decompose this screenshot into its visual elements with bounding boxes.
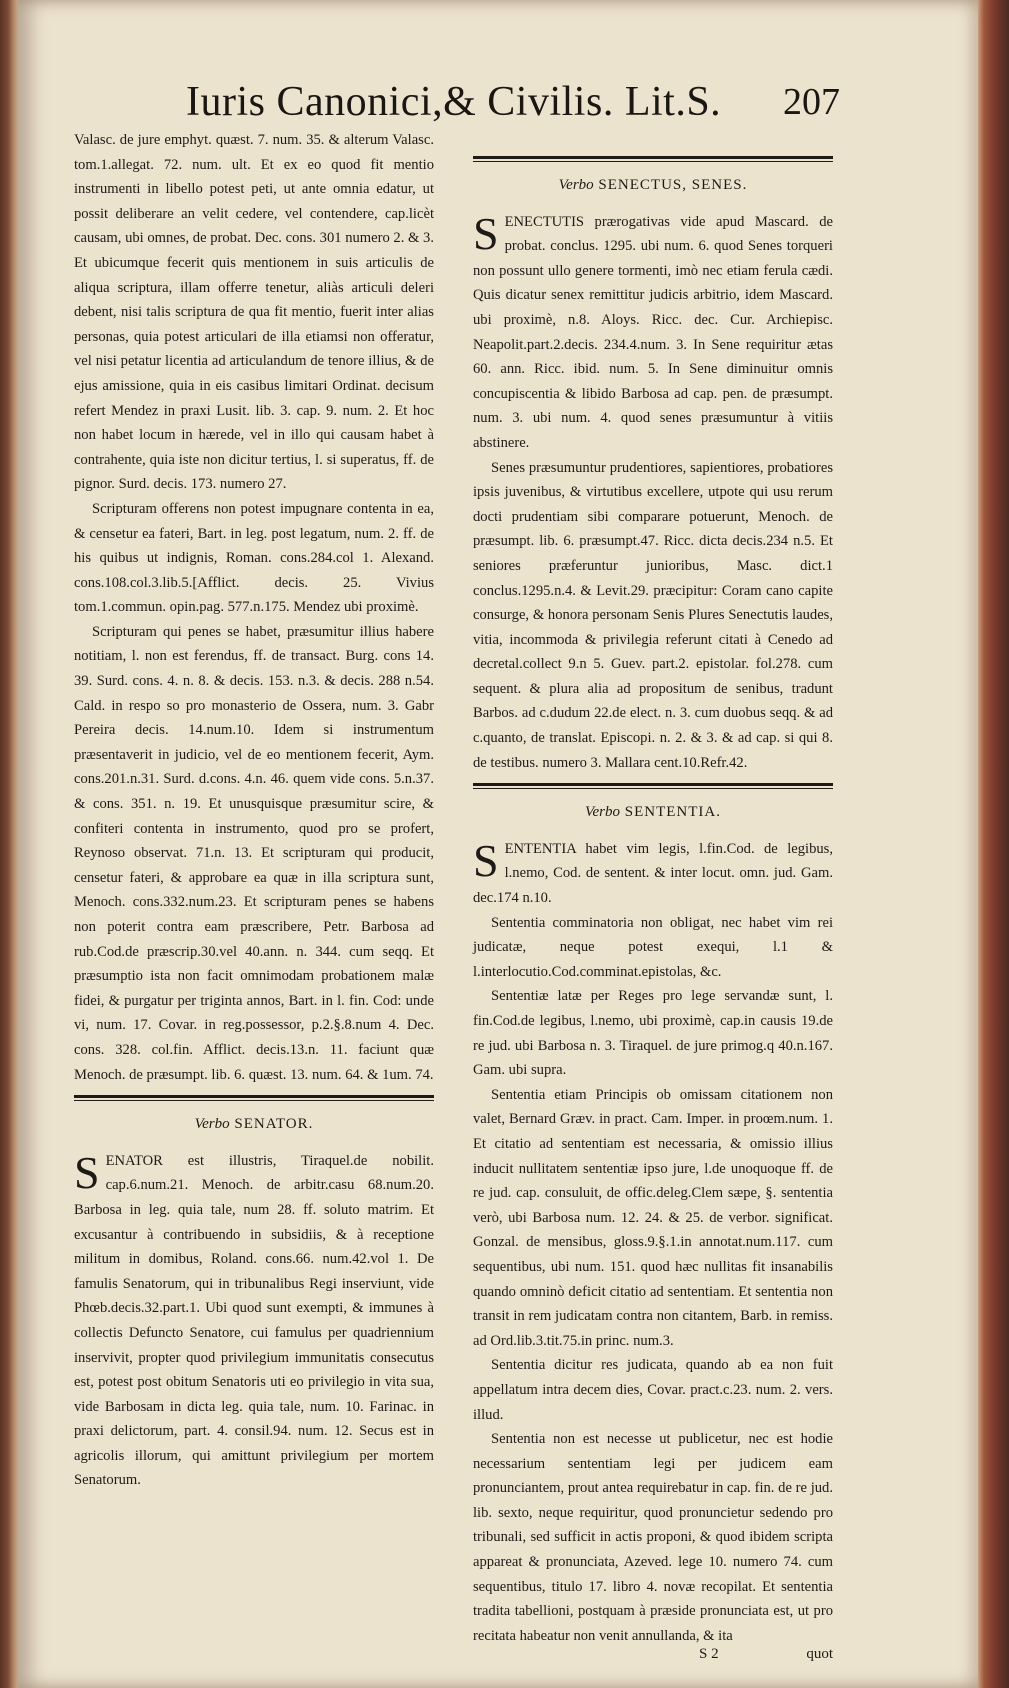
section-rule-sententia — [473, 783, 833, 786]
catchword: quot — [806, 1646, 833, 1662]
sententia-text-1: ENTENTIA habet vim legis, l.fin.Cod. de legibus, l.nemo, Cod. de sentent. & inter locut. omn. jud. Gam. dec.174 n.10. — [473, 840, 833, 907]
left-paragraph-1: Valasc. de jure emphyt. quæst. 7. num. 35. & alterum Valasc. tom.1.allegat. 72. num. ult. Et ex eo quod fit mentio instrumenti in libello potest peti, ut ante omnia edatur, ut possit deliberare an velit cedere, vel contendere, cap.licèt causam, ubi omnes, de probat. Dec. cons. 301 numero 2. & 3. Et ubicumque fecerit quis mentionem in suis articulis de aliqua scriptura, illam offerre tenetur, aliàs articuli deleri debent, nisi talis scriptura de qua fit mentio, fuerit inter alias personas, quia potest articulari de illa etiamsi non offeratur, vel nisi petatur licentia ad articulandum de tenore illius, & de ejus amissione, quia in eis casibus limitari Ordinat. decisum refert Mendez in praxi Lusit. lib. 3. cap. 9. num. 2. Et hoc non habet locum in hærede, vel in illo qui causam habet à contrahente, quia iste non dicitur tertius, l. si superatus, ff. de pignor. Surd. decis. 173. numero 27. — [74, 132, 434, 493]
sententia-paragraph-4: Sententia etiam Principis ob omissam citationem non valet, Bernard Græv. in pract. Cam. Imper. in proœm.num. 1. Et citatio ad sententiam est necessaria, & omissio illius inducit nullitatem sententiæ ipso jure, l.de unoquoque ff. de re jud. cap. consuluit, de offic.deleg.Clem sæpe, §. sententia verò, ubi Barbosa num. 12. 24. & 25. de verbor. significat. Gonzal. de mensibus, gloss.9.§.1.in annotat.num.117. cum sequentibus, ubi num. 151. quod hæc nullitas fit insanabilis quando omninò deficit citatio ad sententiam. Et sententia non transit in rem judicatam contra non citantem, Barb. in remiss. ad Ord.lib.3.tit.75.in princ. num.3. — [473, 1086, 833, 1349]
heading-title: SENATOR. — [234, 1116, 314, 1133]
heading-verbo: Verbo — [585, 804, 620, 821]
section-heading-senator — [74, 1112, 434, 1137]
sententia-paragraph-3: Sententiæ latæ per Reges pro lege servandæ sunt, l. fin.Cod.de legibus, l.nemo, ubi proximè, cap.in causis 19.de re jud. ubi Barbosa n. 3. Tiraquel. de jure primog.q 40.n.167. Gam. ubi supra. — [473, 988, 833, 1079]
section-rule-senectus — [473, 156, 833, 159]
sententia-paragraph-6: Sententia non est necesse ut publicetur, nec est hodie necessarium sententiam legi per judicem eam pronunciantem, prout antea requirebatur in cap. fin. de re jud. lib. sexto, neque requiritur, quod pronuncietur sedendo pro tribunali, sed sufficit in actis proponi, & quod ibidem scripta appareat & pronunciata, Azeved. lege 10. numero 74. cum sequentibus, titulo 17. libro 4. novæ recopilat. Et sententia tradita tabellioni, postquam à præside pronunciata est, ut pro recitata habeatur non venit annullanda, & ita — [473, 1431, 833, 1644]
signature-mark: S 2 — [699, 1646, 719, 1662]
left-paragraph-3: Scripturam qui penes se habet, præsumitur illius habere notitiam, l. non est ferendus, ff. de transact. Burg. cons 14. 39. Surd. cons. 4. n. 8. & decis. 153. n.3. & decis. 288 n.54. Cald. in respo so pro monasterio de Ossera, num. 3. Gabr Pereira decis. 14.num.10. Idem si instrumentum præsentaverit in judicio, vel de eo mentionem fecerit, Aym. cons.201.n.31. Surd. d.cons. 4.n. 46. quem vide cons. 5.n.37. & cons. 351. n. 19. Et unusquisque præsumitur scire, & confiteri contenta in instrumento, quod pro se profert, Reynoso observat. 71.n. 13. Et scripturam qui producit, censetur fateri, & approbare ea quæ in illa scriptura sunt, Menoch. cons.332.num.23. Et scripturam penes se habens non poterit contra eam præscribere, Petr. Barbosa ad rub.Cod.de præscrip.30.vel 40.ann. n. 344. cum seqq. Et præsumptio ista non facit omnimodam probationem malæ fidei, & purgatur per triginta annos, Bart. in l. fin. Cod: unde vi, num. 17. Covar. in reg.possessor, p.2.§.8.num 4. Dec. cons. 328. col.fin. Afflict. decis.13.n. 11. faciunt quæ Menoch. de præsumpt. lib. 6. quæst. 13. num. 64. & 1um. 74. — [74, 623, 434, 1083]
section-heading-senectus — [473, 173, 833, 198]
senectus-paragraph-2: Senes præsumuntur prudentiores, sapientiores, probatiores ipsis juvenibus, & virtutibus excellere, utpote qui usu rerum docti prudentiam sibi comparare potuerunt, Menoch. de præsumpt. lib. 6. præsumpt.47. Ricc. dicta decis.234 n.5. Et seniores præferuntur junioribus, Masc. dict.1 conclus.1295.n.4. & Levit.29. præcipitur: Coram cano capite consurge, & honora personam Senis Plures Senectutis laudes, vitia, incommoda & privilegia referunt citati à Cenedo ad decretal.collect 9.n 5. Guev. part.2. epistolar. fol.278. cum sequent. & plura alia ad propositum de senibus, tradunt Barbos. ad c.dudum 22.de elect. n. 3. cum duobus seqq. & ad c.quanto, de translat. Episcopi. n. 2. & 3. & ad cap. si qui 8. de testibus. numero 3. Mallara cent.10.Refr.42. — [473, 459, 833, 771]
dropcap-initial: S — [74, 1146, 100, 1198]
dropcap-initial: S — [473, 207, 499, 259]
sententia-paragraph-2: Sententia comminatoria non obligat, nec habet vim rei judicatæ, neque potest exequi, l.1 & l.interlocutio.Cod.comminat.epistolas, &c. — [473, 914, 833, 980]
heading-title: SENECTUS, SENES. — [598, 177, 748, 193]
heading-verbo: Verbo — [558, 177, 594, 193]
dropcap-initial: S — [473, 834, 499, 886]
senator-paragraph — [74, 1146, 434, 1493]
book-page — [18, 0, 978, 1688]
senator-text: ENATOR est illustris, Tiraquel.de nobilit. cap.6.num.21. Menoch. de arbitr.casu 68.num.20. Barbosa in leg. quia tale, num 28. ff. soluto matrim. Et excusantur à contribuendo in subsidiis, & à receptione militum in domibus, Roland. cons.66. num.42.vol 1. De famulis Senatorum, qui in tribunalibus Regi inserviunt, vide Phœb.decis.32.part.1. Ubi quod sunt exempti, & immunes à collectis Defuncto Senatore, cui famulus per quadriennium inservivit, propter quod privilegium immunitatis consecutus est, potest post obitum Senatoris uti eo privilegio in vita sua, vide Barbosam in dicta leg. quia tale, num. 10. Farinac. in praxi delictorum, part. 4. consil.94. num. 12. Secus est in agricolis illorum, qui amittunt privilegium per mortem Senatorum. — [74, 1152, 434, 1489]
right-column — [473, 148, 833, 1648]
section-rule-senator — [74, 1095, 434, 1098]
running-title: Iuris Canonici,& Civilis. Lit.S. — [186, 79, 722, 125]
senectus-paragraph-1 — [473, 207, 833, 456]
senectus-text-1: ENECTUTIS prærogativas vide apud Mascard. de probat. conclus. 1295. ubi num. 6. quod Senes torqueri non possunt ullo genere tormenti, imò nec etiam ferula cædi. Quis dicatur senex remittitur judicis arbitrio, idem Mascard. ubi proximè, n.8. Aloys. Ricc. dec. Cur. Archiepisc. Neapolit.part.2.decis. 234.4.num. 3. In Sene requiritur ætas 60. ann. Ricc. ibid. num. 5. In Sene diminuitur omnis concupiscentia & libido Barbosa ad cap. pen. de præsumpt. num. 3. ubi num. 4. quod senes præsumuntur à vitiis abstinere. — [473, 213, 833, 451]
heading-verbo: Verbo — [194, 1116, 230, 1133]
sententia-paragraph-5: Sententia dicitur res judicata, quando ab ea non fuit appellatum intra decem dies, Covar. pract.c.23. num. 2. vers. illud. — [473, 1357, 833, 1423]
heading-title: SENTENTIA. — [624, 804, 721, 821]
book-edge — [978, 0, 1009, 1688]
left-paragraph-2: Scripturam offerens non potest impugnare contenta in ea, & censetur ea fateri, Bart. in leg. post legatum, num. 2. ff. de his quibus ut indignis, Roman. cons.284.col 1. Alexand. cons.108.col.3.lib.5.[Afflict. decis. 25. Vivius tom.1.commun. opin.pag. 577.n.175. Mendez ubi proximè. — [74, 500, 434, 616]
left-column — [74, 128, 434, 1493]
section-heading-sententia — [473, 800, 833, 825]
sententia-paragraph-1 — [473, 834, 833, 911]
page-number: 207 — [783, 81, 840, 123]
